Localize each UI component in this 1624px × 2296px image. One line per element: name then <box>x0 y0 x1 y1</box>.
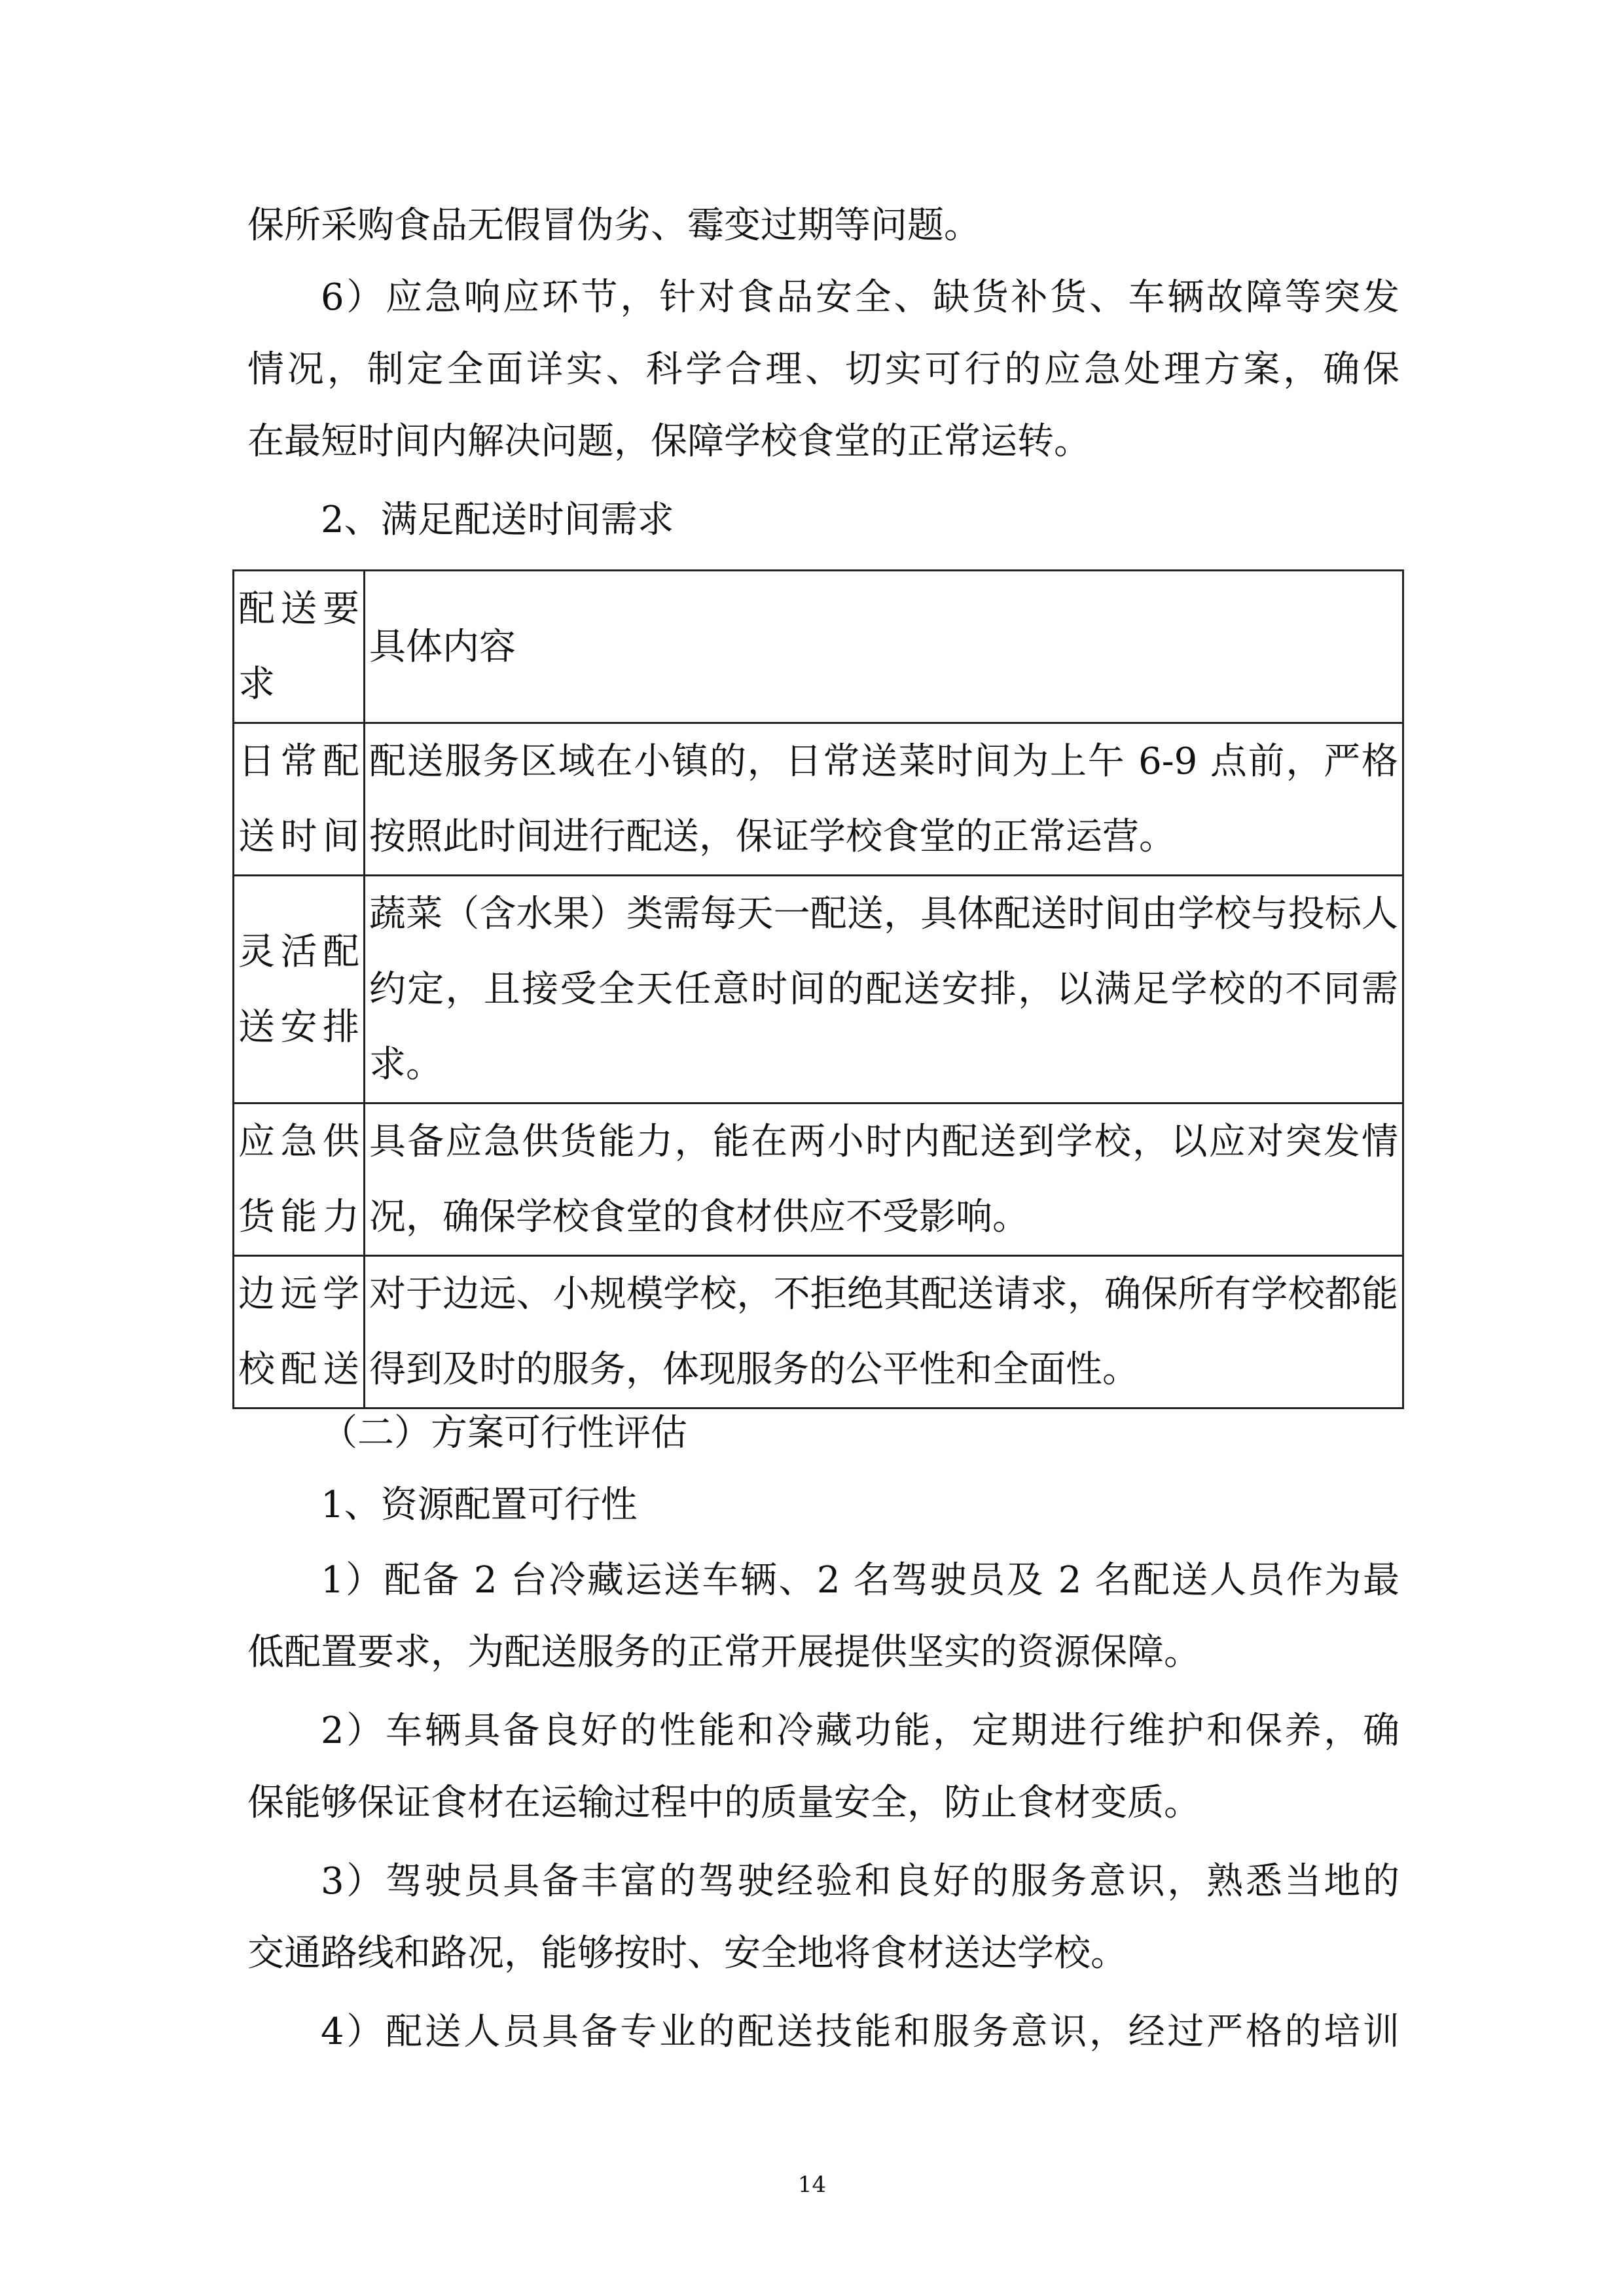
para4-line-1: 4）配送人员具备专业的配送技能和服务意识，经过严格的培训 <box>321 2011 1399 2053</box>
header-col2: 具体内容 <box>365 571 1403 723</box>
row-name: 边远学校配送 <box>234 1256 365 1408</box>
item6-line-3: 在最短时间内解决问题，保障学校食堂的正常运转。 <box>247 420 1091 463</box>
para1-line-1: 1）配备 2 台冷藏运送车辆、2 名驾驶员及 2 名配送人员作为最 <box>321 1559 1399 1602</box>
row-content: 配送服务区域在小镇的，日常送菜时间为上午 6-9 点前，严格按照此时间进行配送，保证学校食堂的正常运营。 <box>365 723 1403 876</box>
table-row <box>234 723 1403 876</box>
sub1-heading: 1、资源配置可行性 <box>321 1484 638 1526</box>
table-row <box>234 1103 1403 1256</box>
row-name: 日常配送时间 <box>234 723 365 876</box>
row-content: 对于边远、小规模学校，不拒绝其配送请求，确保所有学校都能得到及时的服务，体现服务的公平性和全面性。 <box>365 1256 1403 1408</box>
table-header-row <box>234 571 1403 723</box>
section2-heading: 2、满足配送时间需求 <box>321 499 674 541</box>
para3-line-1: 3）驾驶员具备丰富的驾驶经验和良好的服务意识，熟悉当地的 <box>321 1860 1399 1903</box>
row-name: 灵活配送安排 <box>234 876 365 1103</box>
para2-line-2: 保能够保证食材在运输过程中的质量安全，防止食材变质。 <box>247 1782 1200 1824</box>
para2-line-1: 2）车辆具备良好的性能和冷藏功能，定期进行维护和保养，确 <box>321 1710 1399 1752</box>
para3-line-2: 交通路线和路况，能够按时、安全地将食材送达学校。 <box>247 1932 1127 1975</box>
para1-line-2: 低配置要求，为配送服务的正常开展提供坚实的资源保障。 <box>247 1631 1200 1674</box>
table-row <box>234 1256 1403 1408</box>
table-row <box>234 876 1403 1103</box>
item6-line-1: 6）应急响应环节，针对食品安全、缺货补货、车辆故障等突发 <box>321 276 1399 319</box>
header-col1: 配送要求 <box>234 571 365 723</box>
item6-line-2: 情况，制定全面详实、科学合理、切实可行的应急处理方案，确保 <box>247 348 1399 391</box>
row-content: 蔬菜（含水果）类需每天一配送，具体配送时间由学校与投标人约定，且接受全天任意时间的配送安排，以满足学校的不同需求。 <box>365 876 1403 1103</box>
section-eval-heading: （二）方案可行性评估 <box>321 1412 687 1454</box>
row-content: 具备应急供货能力，能在两小时内配送到学校，以应对突发情况，确保学校食堂的食材供应不受影响。 <box>365 1103 1403 1256</box>
row-name: 应急供货能力 <box>234 1103 365 1256</box>
intro-line: 保所采购食品无假冒伪劣、霉变过期等问题。 <box>247 204 981 247</box>
delivery-requirements-table <box>232 569 1404 1409</box>
page-number: 14 <box>797 2172 827 2198</box>
